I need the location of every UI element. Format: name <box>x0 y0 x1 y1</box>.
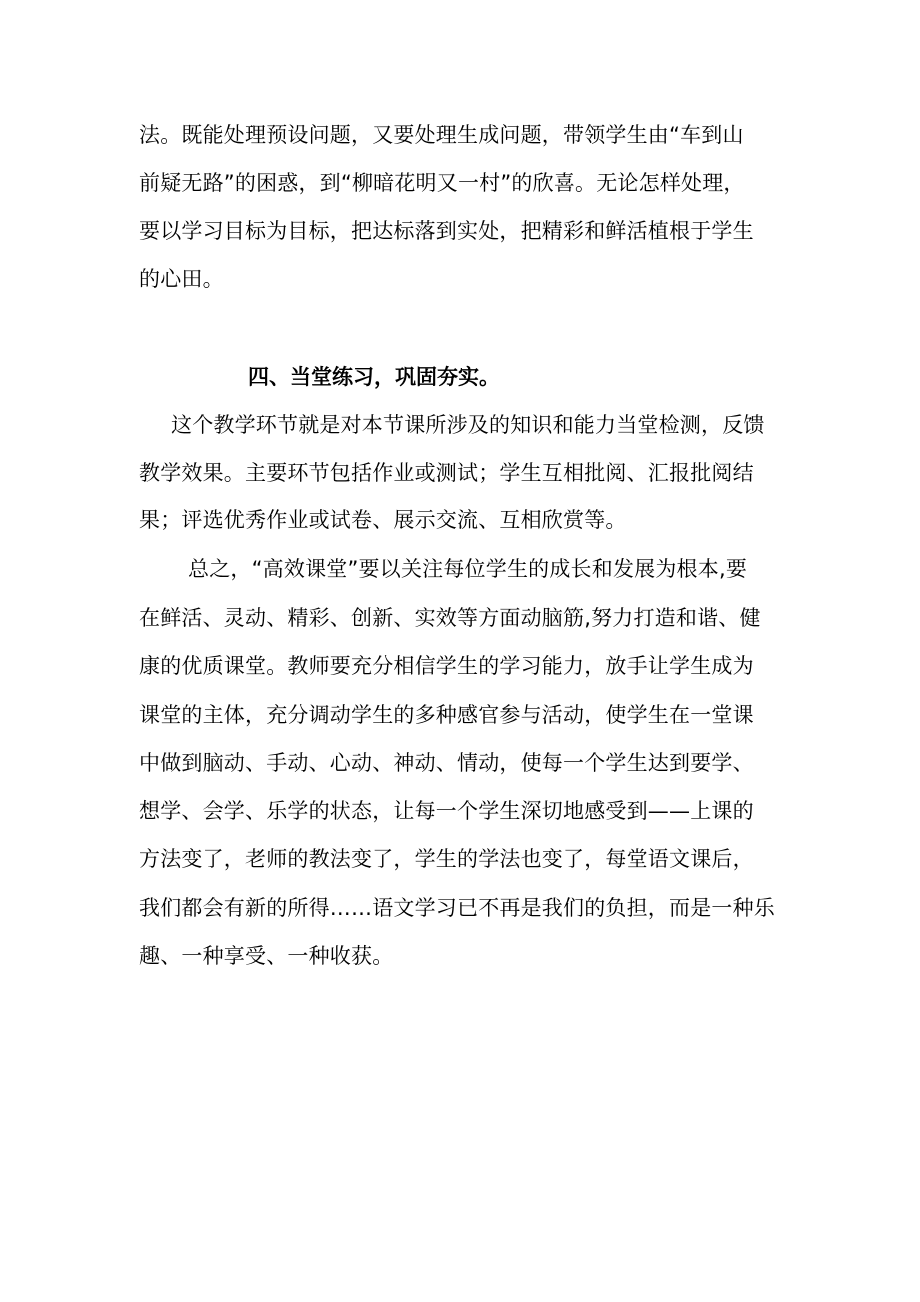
section-heading: 四、当堂练习，巩固夯实。 <box>248 365 500 389</box>
paragraph-line: 课堂的主体，充分调动学生的多种感官参与活动，使学生在一堂课 <box>139 703 754 727</box>
paragraph-line: 总之，“高效课堂”要以关注每位学生的成长和发展为根本,要 <box>188 557 748 581</box>
paragraph-line: 方法变了，老师的教法变了，学生的学法也变了，每堂语文课后， <box>139 847 754 871</box>
paragraph-line: 中做到脑动、手动、心动、神动、情动，使每一个学生达到要学、 <box>139 751 754 775</box>
paragraph-line: 要以学习目标为目标，把达标落到实处，把精彩和鲜活植根于学生 <box>139 219 754 243</box>
paragraph-line: 在鲜活、灵动、精彩、创新、实效等方面动脑筋,努力打造和谐、健 <box>139 606 761 630</box>
paragraph-line: 康的优质课堂。教师要充分相信学生的学习能力，放手让学生成为 <box>139 654 754 678</box>
paragraph-line: 果；评选优秀作业或试卷、展示交流、互相欣赏等。 <box>139 508 627 532</box>
paragraph-line: 前疑无路”的困惑，到“柳暗花明又一村”的欣喜。无论怎样处理， <box>139 171 745 195</box>
paragraph-line: 教学效果。主要环节包括作业或测试；学生互相批阅、汇报批阅结 <box>139 461 754 485</box>
paragraph-line: 的心田。 <box>139 267 224 291</box>
paragraph-line: 趣、一种享受、一种收获。 <box>139 944 394 968</box>
paragraph-line: 想学、会学、乐学的状态，让每一个学生深切地感受到——上课的 <box>139 799 754 823</box>
paragraph-line: 这个教学环节就是对本节课所涉及的知识和能力当堂检测，反馈 <box>171 413 765 437</box>
paragraph-line: 我们都会有新的所得……语文学习已不再是我们的负担，而是一种乐 <box>139 896 775 920</box>
paragraph-line: 法。既能处理预设问题，又要处理生成问题，带领学生由“车到山 <box>139 123 744 147</box>
